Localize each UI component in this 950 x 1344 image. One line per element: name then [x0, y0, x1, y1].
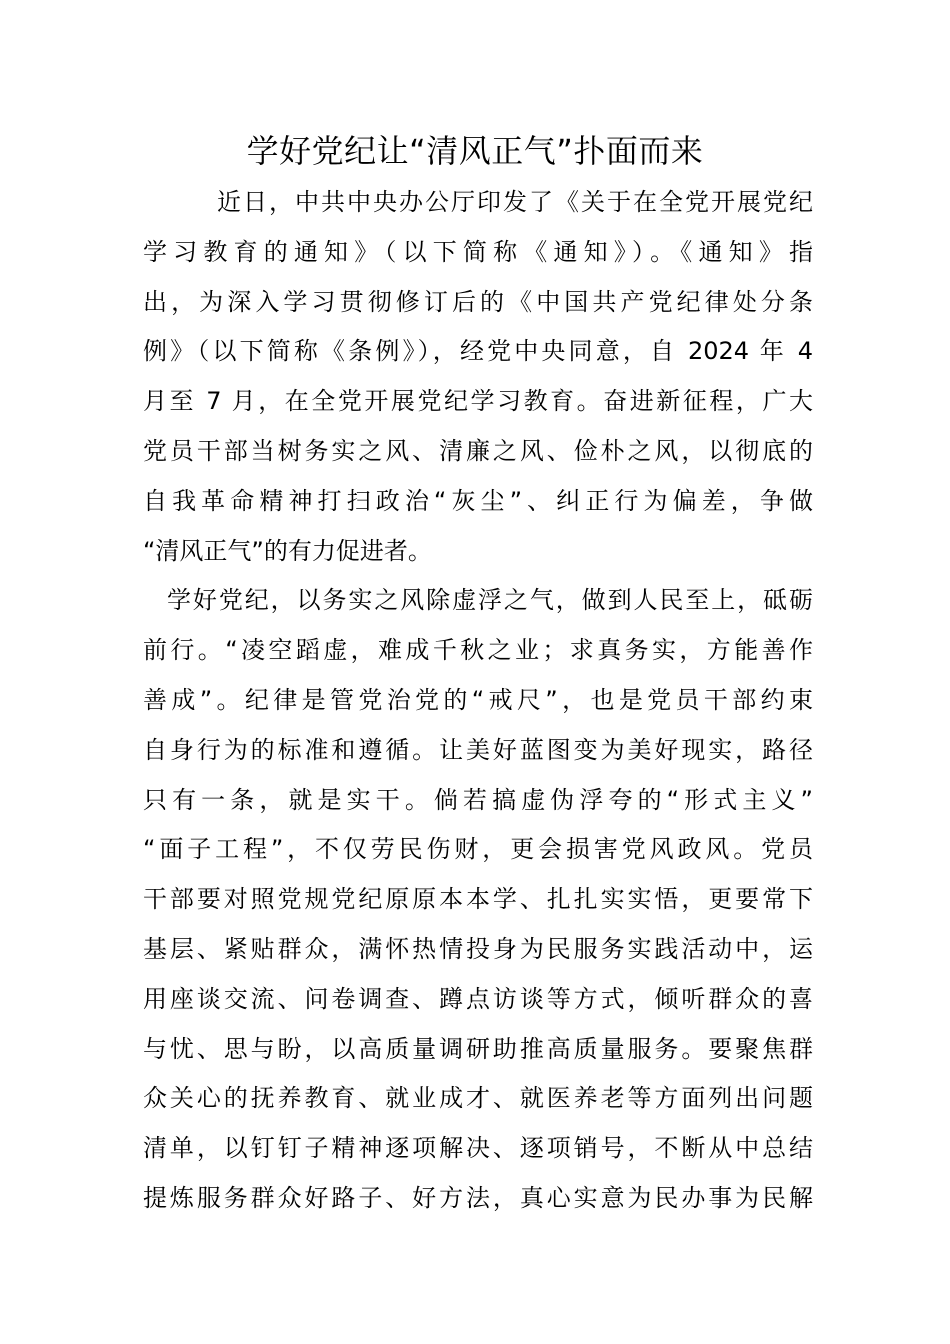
text-line: 学好党纪，以务实之风除虚浮之气，做到人民至上，砥砺	[167, 586, 813, 615]
text-line: 提炼服务群众好路子、好方法，真心实意为民办事为民解	[143, 1183, 813, 1212]
document-body	[143, 178, 813, 1224]
text-line: 前行。“凌空蹈虚，难成千秋之业；求真务实，方能善作	[143, 636, 813, 665]
text-line: 只有一条，就是实干。倘若搞虚伪浮夸的“形式主义”	[143, 785, 813, 814]
text-line: 自我革命精神打扫政治“灰尘”、纠正行为偏差，争做	[143, 486, 813, 515]
text-line: 自身行为的标准和遵循。让美好蓝图变为美好现实，路径	[143, 735, 813, 764]
text-line: 例》（以下简称《条例》），经党中央同意，自 2024 年 4	[143, 337, 813, 366]
text-line: 与忧、思与盼，以高质量调研助推高质量服务。要聚焦群	[143, 1034, 813, 1063]
text-line: 众关心的抚养教育、就业成才、就医养老等方面列出问题	[143, 1084, 813, 1113]
document-title: 学好党纪让“清风正气”扑面而来	[246, 132, 704, 170]
text-line: 党员干部当树务实之风、清廉之风、俭朴之风，以彻底的	[143, 436, 813, 465]
paragraph-1	[143, 178, 813, 576]
text-line: 善成”。纪律是管党治党的“戒尺”，也是党员干部约束	[143, 685, 813, 714]
text-line: 用座谈交流、问卷调查、蹲点访谈等方式，倾听群众的喜	[143, 984, 813, 1013]
text-line: “清风正气”的有力促进者。	[143, 536, 432, 565]
text-line: 近日，中共中央办公厅印发了《关于在全党开展党纪	[217, 188, 813, 216]
text-line: 出，为深入学习贯彻修订后的《中国共产党纪律处分条	[143, 287, 813, 316]
text-line: 基层、紧贴群众，满怀热情投身为民服务实践活动中，运	[143, 934, 813, 963]
text-line: 干部要对照党规党纪原原本本学、扎扎实实悟，更要常下	[143, 885, 813, 914]
paragraph-2	[143, 576, 813, 1223]
text-line: 学习教育的通知》（以下简称《通知》）。《通知》指	[143, 237, 813, 266]
text-line: 月至 7 月，在全党开展党纪学习教育。奋进新征程，广大	[143, 387, 813, 416]
text-line: 清单，以钉钉子精神逐项解决、逐项销号，不断从中总结	[143, 1134, 813, 1163]
text-line: “面子工程”，不仅劳民伤财，更会损害党风政风。党员	[143, 835, 813, 864]
